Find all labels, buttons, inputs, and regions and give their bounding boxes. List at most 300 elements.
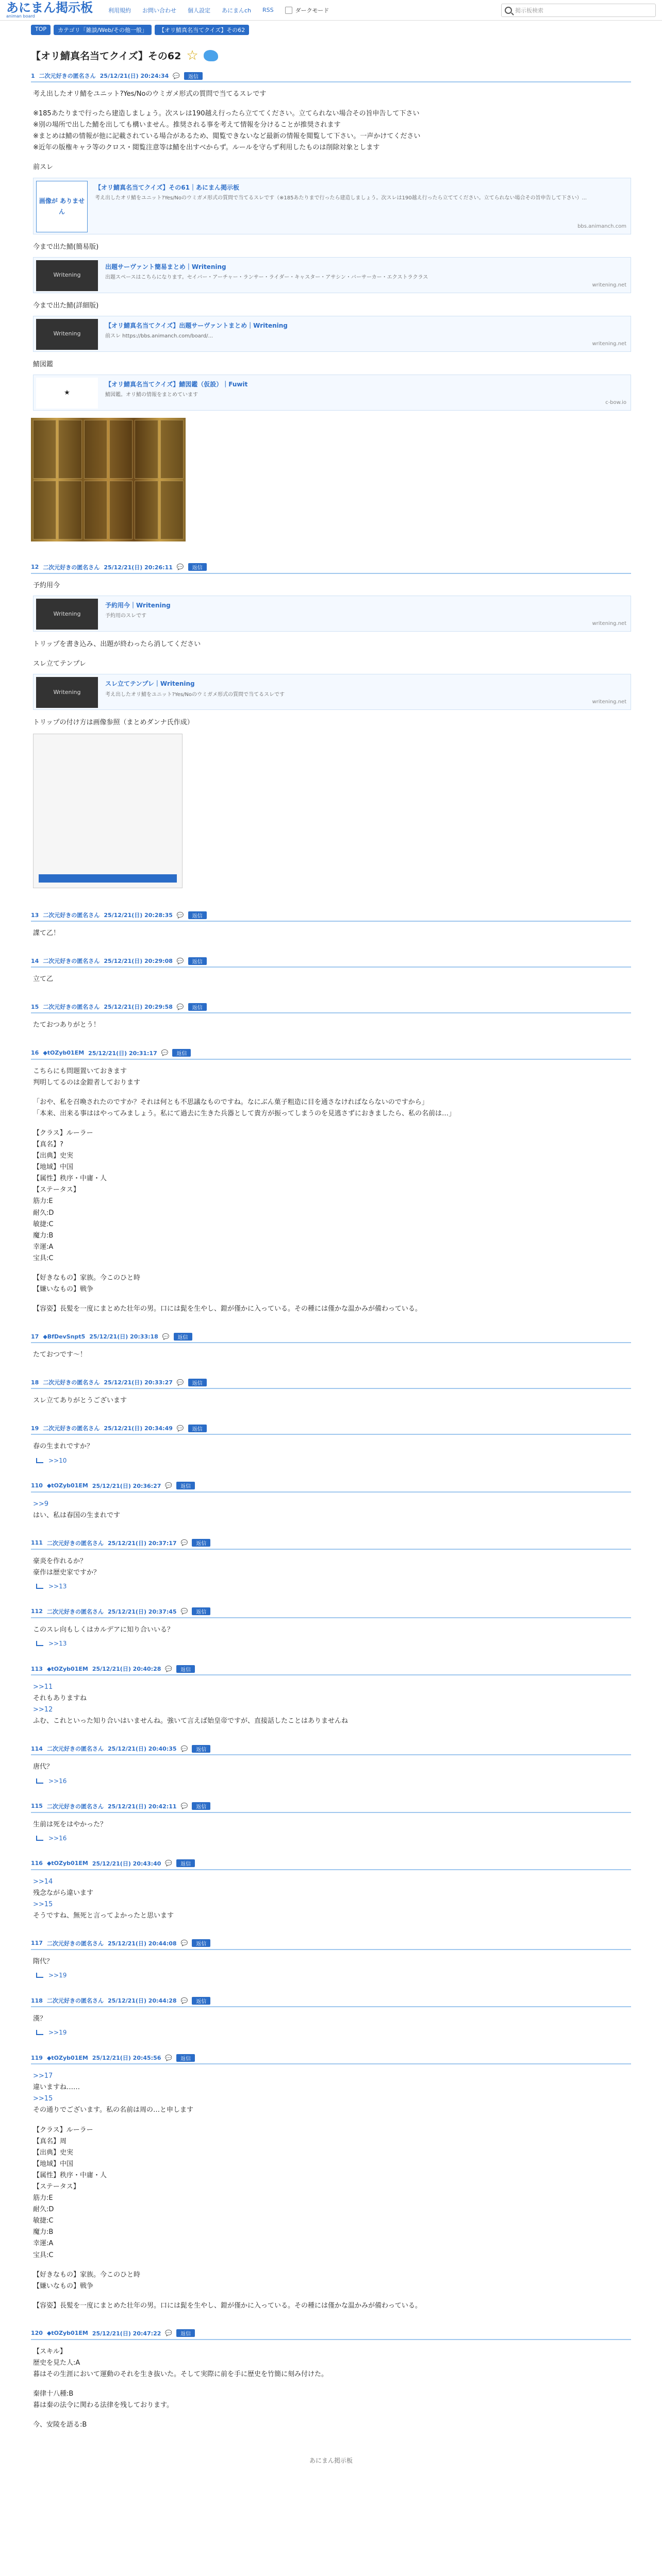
post-date: 25/12/21(日) 20:36:27 <box>92 1482 161 1489</box>
post-number[interactable]: 112 <box>31 1608 43 1615</box>
search-icon[interactable] <box>505 7 512 14</box>
post-body <box>31 1624 631 1636</box>
reply-count-icon[interactable]: 💬 <box>176 564 184 571</box>
post-line: 【クラス】ルーラー <box>33 2126 93 2134</box>
reply-button[interactable]: 返信 <box>172 1049 191 1057</box>
nav-contact[interactable]: お問い合わせ <box>142 7 176 14</box>
link-card-title[interactable]: 出題サーヴァント簡易まとめ｜Writening <box>105 263 226 270</box>
post-line: そうですね、無死と言ってよかったと思います <box>33 1911 174 1920</box>
reply-arrow-icon <box>36 1973 43 1978</box>
link-card-title[interactable]: 【オリ鯖真名当てクイズ】鯖図鑑（仮設）｜Fuwit <box>105 380 248 388</box>
post-header <box>31 1605 631 1618</box>
post-line: 【容姿】長髪を一度にまとめた壮年の男。口には髭を生やし、鎧が僅かに入っている。その種には僅かな温かみが備わっている。 <box>33 2301 422 2310</box>
link-card-desc: 予約用のスレです <box>105 613 146 619</box>
post <box>31 1422 631 1472</box>
link-card-desc: 考え出したオリ鯖をユニット?Yes/Noのウミガメ形式の質問で当てるスレです <box>105 691 285 698</box>
link-card-thumbnail: Writening <box>36 599 98 630</box>
post-line: 前スレ <box>33 163 54 172</box>
nav-terms[interactable]: 利用規約 <box>108 7 131 14</box>
link-card[interactable] <box>33 375 631 411</box>
link-card[interactable] <box>33 596 631 632</box>
link-card-text <box>105 596 631 631</box>
line-spacer <box>33 1264 631 1273</box>
poster-name: ◆tOZyb01EM <box>46 2054 88 2061</box>
reply-count-icon[interactable]: 💬 <box>180 1803 188 1809</box>
post-line: 「おや、私を召喚されたのですか？それは何とも不思議なものですね。なにぶん菓子粗造に目を通さなければならないのですから」 <box>33 1098 428 1106</box>
post <box>31 2327 631 2439</box>
post-line: 幸運:A <box>33 1243 54 1251</box>
post-line: スレ立てありがとうございます <box>33 1397 127 1405</box>
line-spacer <box>33 100 631 108</box>
nav-settings[interactable]: 個人設定 <box>188 7 210 14</box>
post-line: 【好きなもの】家族。今このひと時 <box>33 2270 141 2279</box>
post <box>31 1537 631 1598</box>
reply-count-icon[interactable]: 💬 <box>161 1049 169 1056</box>
post-line: 【好きなもの】家族。今このひと時 <box>33 1274 141 1282</box>
post-line: その通りでございます。私の名前は周の…と申します <box>33 2106 193 2114</box>
post-line: 今、安陵を語る:B <box>33 2421 87 2429</box>
post <box>31 1376 631 1415</box>
poster-name: 二次元好きの匿名さん <box>46 1745 104 1753</box>
site-header <box>0 0 662 21</box>
post-body <box>31 1956 631 1968</box>
reply-button[interactable]: 返信 <box>174 1333 192 1341</box>
post-line: 【ステータス】 <box>33 1186 80 1194</box>
post-header <box>31 1001 631 1013</box>
post-line: はい、私は春国の生まれです <box>33 1511 121 1519</box>
reply-arrow-icon <box>36 1641 43 1646</box>
post-line: 暮は秦の法令に関わる法律を残しております。 <box>33 2401 173 2410</box>
reply-count-icon[interactable]: 💬 <box>180 1940 188 1947</box>
link-card[interactable] <box>33 257 631 293</box>
post-header <box>31 1376 631 1389</box>
reply-arrow-icon <box>36 1458 43 1463</box>
anchor-link[interactable]: >>17 <box>33 2072 53 2080</box>
breadcrumb-top[interactable]: TOP <box>31 25 51 35</box>
post-line: 【嫌いなもの】戦争 <box>33 2282 94 2290</box>
post-line: 歴史を見た人:A <box>33 2359 80 2367</box>
reply-count-icon[interactable]: 💬 <box>165 1665 173 1672</box>
post-header <box>31 909 631 922</box>
link-card-title[interactable]: 【オリ鯖真名当てクイズ】その61｜あにまん掲示板 <box>95 183 239 191</box>
post-line: 筋力:E <box>33 1197 53 1206</box>
post-date: 25/12/21(日) 20:33:27 <box>104 1379 173 1386</box>
post-body <box>31 974 631 985</box>
post-number[interactable]: 17 <box>31 1333 39 1340</box>
reply-button[interactable]: 返信 <box>192 1997 210 2005</box>
poster-name: 二次元好きの匿名さん <box>43 912 100 919</box>
post-number[interactable]: 12 <box>31 564 39 571</box>
breadcrumb-thread[interactable]: 【オリ鯖真名当てクイズ】その62 <box>155 25 249 35</box>
post-date: 25/12/21(日) 20:37:17 <box>107 1539 177 1547</box>
post-line: 筋力:E <box>33 2194 53 2202</box>
poster-name: ◆tOZyb01EM <box>46 1482 88 1489</box>
image-cell <box>84 420 107 479</box>
post <box>31 561 631 902</box>
thread-title: 【オリ鯖真名当てクイズ】その62 <box>31 50 181 62</box>
post-line: 判明してるのは金鎧者しております <box>33 1078 141 1087</box>
reply-link[interactable] <box>31 1579 631 1590</box>
reply-count-icon[interactable]: 💬 <box>165 2330 173 2337</box>
post-line: 隋代？ <box>33 1957 54 1965</box>
reply-anchor[interactable]: >>13 <box>48 1582 67 1590</box>
post-line: 生前は死をはやかった？ <box>33 1820 107 1828</box>
image-cell <box>135 420 158 479</box>
reply-anchor[interactable]: >>19 <box>48 2029 67 2037</box>
reply-link[interactable] <box>31 1831 631 1842</box>
thread-title-row <box>31 48 631 62</box>
post-number[interactable]: 16 <box>31 1049 39 1056</box>
post-line: 【真名】? <box>33 1140 63 1148</box>
link-card-url: writening.net <box>592 699 626 705</box>
reply-link[interactable] <box>31 1773 631 1785</box>
link-card-url: writening.net <box>592 282 626 288</box>
link-card-url: writening.net <box>592 341 626 347</box>
link-card-thumbnail: Writening <box>36 260 98 291</box>
search-input[interactable] <box>501 4 656 17</box>
post-number[interactable]: 15 <box>31 1003 39 1010</box>
post-number[interactable]: 14 <box>31 957 39 964</box>
reply-count-icon[interactable]: 💬 <box>176 957 184 964</box>
line-spacer <box>33 2261 631 2269</box>
reply-anchor[interactable]: >>10 <box>48 1456 67 1464</box>
post <box>31 1742 631 1792</box>
line-spacer <box>33 154 631 162</box>
poster-name: 二次元好きの匿名さん <box>46 1803 104 1810</box>
post-header <box>31 1330 631 1343</box>
post-header <box>31 1537 631 1550</box>
post-line: 立て乙 <box>33 975 54 984</box>
guide-screenshot[interactable] <box>33 734 183 888</box>
reply-arrow-icon <box>36 1778 43 1784</box>
link-card-desc: 前スレ https://bbs.animanch.com/board/... <box>105 333 213 340</box>
reply-anchor[interactable]: >>13 <box>48 1640 67 1648</box>
post-body <box>31 1349 631 1361</box>
post-line: 鯖図鑑 <box>33 360 54 368</box>
post-date: 25/12/21(日) 20:45:56 <box>92 2055 161 2062</box>
image-cell <box>109 420 133 479</box>
post-number[interactable]: 111 <box>31 1539 43 1547</box>
reply-button[interactable]: 返信 <box>188 957 207 965</box>
post-header <box>31 1663 631 1675</box>
line-spacer <box>33 2380 631 2388</box>
anchor-link[interactable]: >>9 <box>33 1500 49 1508</box>
reply-arrow-icon <box>36 1836 43 1841</box>
reply-anchor[interactable]: >>16 <box>48 1777 67 1785</box>
post-line: 考え出したオリ鯖をユニット?Yes/Noのウミガメ形式の質問で当てるスレです <box>33 90 267 98</box>
reply-button[interactable]: 返信 <box>176 2329 195 2337</box>
post-number[interactable]: 13 <box>31 911 39 919</box>
link-card-title[interactable]: 予約用今｜Writening <box>105 601 171 609</box>
reply-link[interactable] <box>31 2025 631 2036</box>
post-line: 耐久:D <box>33 1209 54 1217</box>
post-date: 25/12/21(日) 20:40:35 <box>107 1745 177 1753</box>
post-line: 予約用今 <box>33 581 60 589</box>
post-number[interactable]: 118 <box>31 1997 43 2004</box>
poster-name: 二次元好きの匿名さん <box>39 73 96 79</box>
post-line: このスレ向もしくはカルデアに知り合いいる？ <box>33 1625 174 1634</box>
reply-count-icon[interactable]: 💬 <box>176 1379 184 1386</box>
post <box>31 955 631 993</box>
poster-name: 二次元好きの匿名さん <box>46 1608 104 1615</box>
reply-count-icon[interactable]: 💬 <box>176 911 184 919</box>
post-list <box>31 70 631 2439</box>
post-number[interactable]: 18 <box>31 1379 39 1386</box>
post-line: 「本来、出来る事ははやってみましょう。私にて過去に生きた兵器として貴方が振ってしまうのを見逃さずにおきましたら、私の名前は…」 <box>33 1109 456 1117</box>
post-number[interactable]: 116 <box>31 1860 43 1867</box>
post-line: 【クラス】ルーラー <box>33 1129 93 1137</box>
reply-button[interactable]: 返信 <box>188 1003 207 1011</box>
post-number[interactable]: 119 <box>31 2054 43 2061</box>
reply-button[interactable]: 返信 <box>176 1859 195 1867</box>
post-body <box>31 1682 631 1727</box>
post-number[interactable]: 110 <box>31 1482 43 1489</box>
link-card-url: writening.net <box>592 620 626 626</box>
post-line: こちらにも問題置いておきます <box>33 1067 127 1075</box>
post-line: 敏捷:C <box>33 1220 54 1228</box>
twitter-share-icon[interactable] <box>204 50 218 61</box>
reply-count-icon[interactable]: 💬 <box>173 72 180 79</box>
post-line: 【真名】周 <box>33 2137 67 2145</box>
post-line: 【属性】秩序・中庸・人 <box>33 2171 107 2179</box>
post-line: 豪炎を作れるか？ <box>33 1557 87 1565</box>
post <box>31 1001 631 1039</box>
poster-name: ◆BfDevSnpt5 <box>43 1333 86 1340</box>
post-line: 宝具:C <box>33 2251 54 2259</box>
search-placeholder: 掲示板検索 <box>515 7 543 14</box>
reply-button[interactable]: 返信 <box>192 1939 210 1947</box>
post-line: ※185あたりまで行ったら建造しましょう。次スレは190越え行ったら立ててください。立てられない場合その旨申告して下さい <box>33 110 420 118</box>
image-cell <box>58 420 81 479</box>
dark-mode-checkbox[interactable] <box>285 7 292 14</box>
post-header <box>31 561 631 574</box>
image-cell <box>109 481 133 539</box>
post-line: 敏捷:C <box>33 2217 54 2225</box>
post-body <box>31 2013 631 2025</box>
reply-button[interactable]: 返信 <box>188 1425 207 1432</box>
post-date: 25/12/21(日) 20:24:34 <box>100 73 169 79</box>
reply-anchor[interactable]: >>16 <box>48 1834 67 1842</box>
post-date: 25/12/21(日) 20:26:11 <box>104 564 173 571</box>
post-header <box>31 955 631 968</box>
post-line: 耐久:D <box>33 2206 54 2214</box>
reply-count-icon[interactable]: 💬 <box>180 1997 188 2004</box>
reply-button[interactable]: 返信 <box>192 1607 210 1615</box>
site-logo[interactable] <box>6 2 93 19</box>
line-spacer <box>33 2411 631 2419</box>
link-card-title[interactable]: スレ立てテンプレ｜Writening <box>105 680 195 688</box>
post-header <box>31 1994 631 2007</box>
reply-button[interactable]: 返信 <box>184 72 203 80</box>
reply-count-icon[interactable]: 💬 <box>165 1482 173 1489</box>
reply-count-icon[interactable]: 💬 <box>165 1860 173 1867</box>
reply-button[interactable]: 返信 <box>176 1665 195 1673</box>
post-number[interactable]: 19 <box>31 1425 39 1432</box>
post-body <box>31 2346 631 2431</box>
logo-subtext: animan board <box>6 14 35 19</box>
post <box>31 1857 631 1930</box>
poster-name: 二次元好きの匿名さん <box>43 958 100 965</box>
post <box>31 1480 631 1530</box>
post-header <box>31 1422 631 1435</box>
line-spacer <box>33 2292 631 2300</box>
post-line: 諜て乙！ <box>33 929 60 938</box>
anchor-link[interactable]: >>11 <box>33 1683 53 1691</box>
post-header <box>31 2052 631 2064</box>
post <box>31 1047 631 1324</box>
post <box>31 2052 631 2320</box>
link-card-url: bbs.animanch.com <box>577 223 626 229</box>
image-cell <box>135 481 158 539</box>
post-number[interactable]: 120 <box>31 2330 43 2337</box>
link-card-text <box>105 316 631 351</box>
post-body <box>31 1819 631 1831</box>
poster-name: 二次元好きの匿名さん <box>43 1004 100 1011</box>
post-header <box>31 1047 631 1060</box>
reply-arrow-icon <box>36 1584 43 1589</box>
image-cell <box>33 481 56 539</box>
post-line: 【地域】中国 <box>33 1163 74 1172</box>
reply-count-icon[interactable]: 💬 <box>176 1425 184 1432</box>
attached-image[interactable] <box>31 418 186 541</box>
post-body <box>31 1441 631 1452</box>
post-line: 漢？ <box>33 2015 47 2023</box>
reply-button[interactable]: 返信 <box>188 563 207 571</box>
breadcrumb-category[interactable]: カテゴリ「雑談/Web/その他一般」 <box>54 25 152 35</box>
post-line: 暮はその生涯において運動のそれを生き抜いた。そして実際に前を手に歴史を竹簡に刻み付けた。 <box>33 2370 328 2379</box>
anchor-link[interactable]: >>15 <box>33 1900 53 1908</box>
post-line: たておつありがとう！ <box>33 1021 100 1029</box>
reply-button[interactable]: 返信 <box>188 911 207 919</box>
post-body <box>31 1876 631 1922</box>
link-card-title[interactable]: 【オリ鯖真名当てクイズ】出題サーヴァントまとめ｜Writening <box>105 321 288 329</box>
anchor-link[interactable]: >>14 <box>33 1877 53 1886</box>
post-line: たておつです～！ <box>33 1351 87 1359</box>
reply-count-icon[interactable]: 💬 <box>176 1003 184 1010</box>
post-line: それもありますね <box>33 1694 87 1703</box>
post-line: 豪作は歴史家ですか？ <box>33 1568 101 1577</box>
reply-arrow-icon <box>36 2030 43 2035</box>
reply-link[interactable] <box>31 1453 631 1464</box>
link-card-text <box>95 178 631 234</box>
post-header <box>31 1800 631 1813</box>
link-card-thumbnail: 画像が ありません <box>36 181 88 232</box>
post-date: 25/12/21(日) 20:37:45 <box>107 1608 177 1615</box>
nav-animanch[interactable]: あにまんch <box>222 7 252 14</box>
post-body <box>31 1020 631 1031</box>
reply-count-icon[interactable]: 💬 <box>180 1745 188 1752</box>
favorite-star-icon[interactable]: ☆ <box>186 47 198 63</box>
reply-link[interactable] <box>31 1636 631 1647</box>
post-date: 25/12/21(日) 20:44:08 <box>107 1940 177 1947</box>
post-body <box>31 1556 631 1579</box>
nav-rss[interactable]: RSS <box>262 7 274 13</box>
link-card-desc: 考え出したオリ鯖をユニット?Yes/Noのウミガメ形式の質問で当てるスレです（※185あたりまで行ったら建造しましょう。次スレは190越え行ったら立ててください。立てられない場合その旨申告して下さい）... <box>95 195 587 201</box>
reply-count-icon[interactable]: 💬 <box>162 1333 170 1340</box>
post-header <box>31 70 631 82</box>
line-spacer <box>33 2116 631 2125</box>
post-line: 魔力:B <box>33 2228 54 2236</box>
anchor-link[interactable]: >>12 <box>33 1706 53 1714</box>
link-card-url: c-bow.io <box>605 399 626 405</box>
post-line: 今まで出た鯖(簡易版) <box>33 243 99 251</box>
post <box>31 1605 631 1655</box>
post-body <box>31 89 631 411</box>
poster-name: ◆tOZyb01EM <box>46 1860 88 1867</box>
post-number[interactable]: 1 <box>31 72 35 79</box>
post-line: 今まで出た鯖(詳細版) <box>33 301 99 310</box>
post-line: 【属性】秩序・中庸・人 <box>33 1175 107 1183</box>
post-date: 25/12/21(日) 20:34:49 <box>104 1425 173 1432</box>
line-spacer <box>33 1089 631 1097</box>
dark-mode-toggle[interactable] <box>285 6 329 14</box>
post-line: 春の生まれですか？ <box>33 1443 94 1451</box>
link-card-desc: 出題スペースはこちらになります。セイバー・アーチャー・ランサー・ライダー・キャスター・アサシン・バーサーカー・エクストラクラス <box>105 275 428 281</box>
post-date: 25/12/21(日) 20:31:17 <box>88 1049 157 1057</box>
reply-button[interactable]: 返信 <box>192 1802 210 1810</box>
link-card[interactable] <box>33 674 631 710</box>
post-number[interactable]: 114 <box>31 1745 43 1752</box>
link-card-thumbnail: ★ <box>36 378 98 409</box>
image-cell <box>84 481 107 539</box>
post-number[interactable]: 115 <box>31 1803 43 1809</box>
post-line: 残念ながら違います <box>33 1889 94 1897</box>
post-line: 【ステータス】 <box>33 2183 80 2191</box>
dark-mode-label: ダークモード <box>295 7 329 14</box>
search-area <box>501 4 656 17</box>
link-card-thumbnail: Writening <box>36 319 98 350</box>
link-card[interactable] <box>33 178 631 234</box>
reply-count-icon[interactable]: 💬 <box>165 2054 173 2061</box>
post-date: 25/12/21(日) 20:28:35 <box>104 912 173 919</box>
reply-button[interactable]: 返信 <box>192 1745 210 1753</box>
header-nav <box>108 6 329 14</box>
screenshot-button <box>39 874 177 883</box>
post-number[interactable]: 117 <box>31 1940 43 1947</box>
reply-button[interactable]: 返信 <box>176 2054 195 2062</box>
anchor-link[interactable]: >>15 <box>33 2095 53 2103</box>
post-line: 幸運:A <box>33 2240 54 2248</box>
poster-name: 二次元好きの匿名さん <box>46 1539 104 1547</box>
poster-name: 二次元好きの匿名さん <box>46 1997 104 2005</box>
reply-button[interactable]: 返信 <box>188 1379 207 1386</box>
post-number[interactable]: 113 <box>31 1665 43 1672</box>
post <box>31 1937 631 1987</box>
post-line: ※別の場所で出した鯖を出しても構いません。推奨される事を考えて情報を分けることが推奨されます <box>33 121 341 129</box>
reply-count-icon[interactable]: 💬 <box>180 1539 188 1547</box>
post-line: トリップの付け方は画像参照（まとめダンナ氏作成） <box>33 719 194 727</box>
post-body <box>31 1066 631 1315</box>
post <box>31 70 631 554</box>
post-header <box>31 2327 631 2340</box>
post-line: 宝具:C <box>33 1254 54 1262</box>
post-date: 25/12/21(日) 20:42:11 <box>107 1803 177 1810</box>
post-line: 【嫌いなもの】戦争 <box>33 1285 94 1294</box>
link-card-text <box>105 375 631 410</box>
reply-button[interactable]: 返信 <box>192 1539 210 1547</box>
post <box>31 1663 631 1735</box>
post-line: 秦律十八種:B <box>33 2390 74 2398</box>
post-body <box>31 1761 631 1773</box>
reply-anchor[interactable]: >>19 <box>48 1972 67 1979</box>
reply-link[interactable] <box>31 1968 631 1979</box>
reply-button[interactable]: 返信 <box>176 1482 195 1489</box>
poster-name: 二次元好きの匿名さん <box>43 1425 100 1432</box>
post-line: スレ立てテンプレ <box>33 660 86 668</box>
image-grid <box>31 418 186 541</box>
reply-count-icon[interactable]: 💬 <box>180 1608 188 1615</box>
link-card[interactable] <box>33 316 631 352</box>
